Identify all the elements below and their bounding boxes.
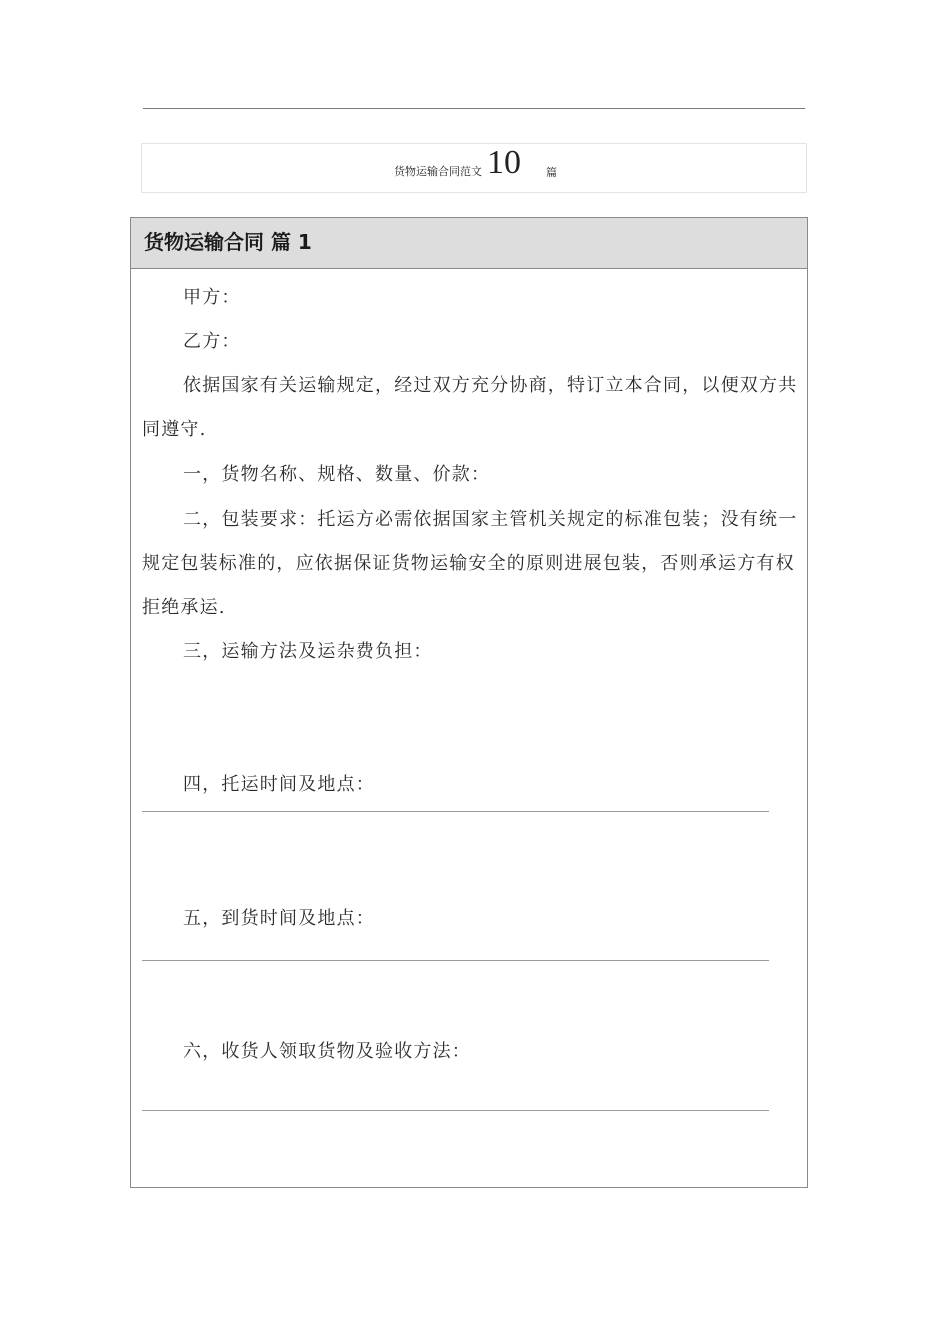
clause-1-goods: 一，货物名称、规格、数量、价款： <box>183 464 491 485</box>
document-title-bar <box>141 143 807 193</box>
clause-6-fill-line <box>142 1110 769 1111</box>
clause-6-receiving: 六，收货人领取货物及验收方法： <box>183 1041 471 1062</box>
section-header <box>131 218 807 269</box>
document-title-suffix: 篇 <box>546 166 557 179</box>
clause-3-transport: 三，运输方法及运杂费负担： <box>183 641 433 662</box>
preamble-paragraph: 依据国家有关运输规定，经过双方充分协商，特订立本合同，以便双方共同遵守. <box>142 375 798 440</box>
clause-4-shipping: 四，托运时间及地点： <box>183 774 375 795</box>
party-a-line: 甲方： <box>183 287 241 308</box>
clause-5-arrival: 五，到货时间及地点： <box>183 908 375 929</box>
document-title-number: 10 <box>487 144 521 181</box>
document-title-prefix: 货物运输合同范文 <box>394 165 482 178</box>
contract-section <box>130 217 808 1188</box>
top-divider <box>143 108 805 109</box>
clause-5-fill-line <box>142 960 769 961</box>
party-b-line: 乙方： <box>183 331 241 352</box>
clause-2-packaging: 二，包装要求：托运方必需依据国家主管机关规定的标准包装；没有统一规定包装标准的，应依据保证货物运输安全的原则进展包装，否则承运方有权拒绝承运. <box>142 509 798 618</box>
clause-4-fill-line <box>142 811 769 812</box>
section-heading: 货物运输合同 篇 1 <box>144 230 312 254</box>
